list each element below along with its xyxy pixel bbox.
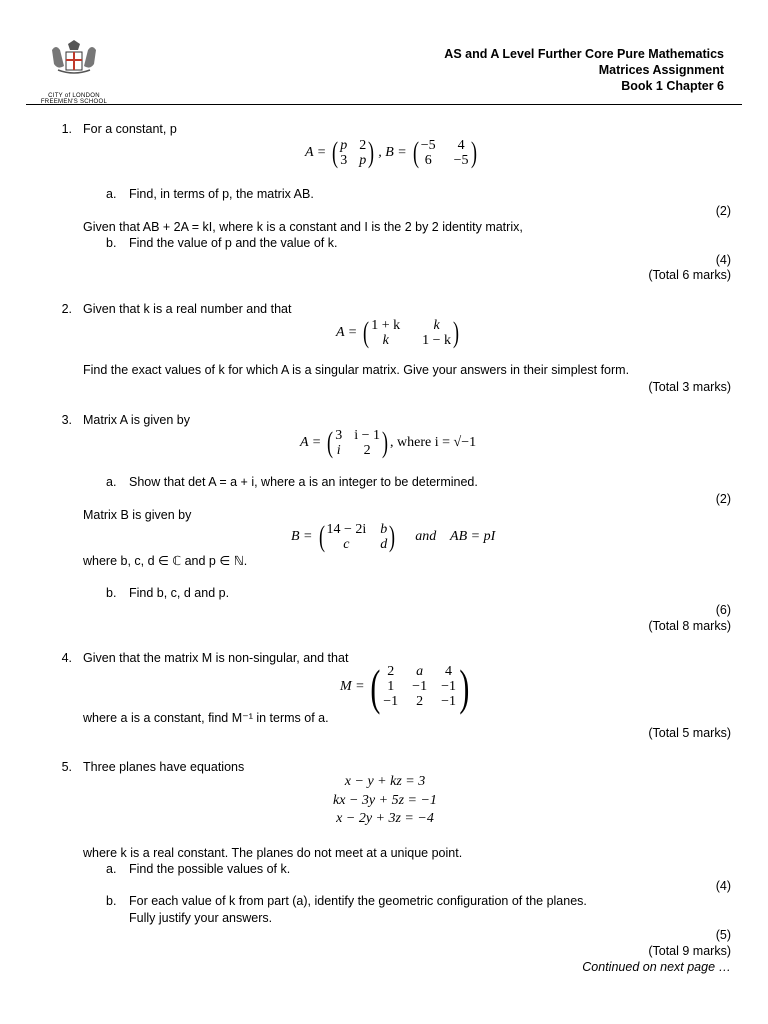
q5-intro: Three planes have equations <box>83 760 245 774</box>
q5b-label: b. <box>106 894 117 908</box>
q3-matA: ( 3 i − 1 i 2 ) <box>327 426 389 459</box>
crest-icon <box>38 40 110 96</box>
q3-where-i: , where i = √−1 <box>390 435 477 450</box>
q4-matM-cell: −1 <box>441 679 456 694</box>
q3a-label: a. <box>106 475 117 489</box>
q1-matA-cell: p <box>340 138 348 153</box>
q3-and-text: and AB = pI <box>415 529 496 544</box>
q2-matA-cell: 1 − k <box>422 333 452 348</box>
q2-matA-cell: k <box>382 333 389 348</box>
q3-intro: Matrix A is given by <box>83 413 190 427</box>
q1a-text: Find, in terms of p, the matrix AB. <box>129 187 314 201</box>
q3-matB: ( 14 − 2i b c d ) <box>318 520 396 553</box>
q5b-text1: For each value of k from part (a), identify the geometric configuration of the planes. <box>129 894 587 908</box>
q3a-marks: (2) <box>715 492 731 506</box>
q3-matrixA <box>300 428 476 458</box>
logo-text-2: FREEMEN'S SCHOOL <box>40 99 108 105</box>
q4-matM-cell: −1 <box>383 694 399 709</box>
q5a-text: Find the possible values of k. <box>129 862 291 876</box>
q1-matB: ( −5 4 6 −5 ) <box>412 136 477 169</box>
q1-matB-cell: −5 <box>453 153 469 168</box>
header-assignment: Matrices Assignment <box>598 63 724 77</box>
q1-matB-cell: 6 <box>424 153 432 168</box>
school-logo <box>38 40 110 105</box>
q1a-label: a. <box>106 187 117 201</box>
q4-matM-cell: 2 <box>416 694 424 709</box>
q1-number: 1. <box>61 122 72 136</box>
q5a-marks: (4) <box>715 879 731 893</box>
q4-matM-cell: 1 <box>387 679 395 694</box>
q1b-text: Find the value of p and the value of k. <box>129 236 338 250</box>
q3-matA-label: A = <box>300 435 322 450</box>
q4-matM: ( 2 a 4 1 −1 −1 −1 2 −1 ) <box>369 658 470 715</box>
q5-number: 5. <box>61 760 72 774</box>
q4-matM-cell: 4 <box>445 664 453 679</box>
q4-total: (Total 5 marks) <box>648 726 731 740</box>
q2-text: Find the exact values of k for which A is a singular matrix. Give your answers in their simplest form. <box>83 363 630 377</box>
q4-matM-cell: 2 <box>387 664 395 679</box>
q3-matB-cell: b <box>380 522 388 537</box>
q1-matA-cell: 3 <box>340 153 348 168</box>
q1-total: (Total 6 marks) <box>648 268 731 282</box>
q1a-marks: (2) <box>715 204 731 218</box>
q2-matrix <box>336 318 461 348</box>
q3b-text: Find b, c, d and p. <box>129 586 230 600</box>
q2-matA: ( 1 + k k k 1 − k ) <box>363 316 460 349</box>
q3b-label: b. <box>106 586 117 600</box>
header-course: AS and A Level Further Core Pure Mathematics <box>444 47 724 61</box>
q3-matB-cell: d <box>380 537 388 552</box>
q2-matA-cell: k <box>433 318 440 333</box>
q2-matA-label: A = <box>336 325 358 340</box>
q3-matrixB <box>291 522 495 552</box>
q3-matB-intro: Matrix B is given by <box>83 508 192 522</box>
header-chapter: Book 1 Chapter 6 <box>621 79 724 93</box>
q2-matA-cell: 1 + k <box>371 318 401 333</box>
q1-matB-cell: −5 <box>420 138 436 153</box>
continued-note: Continued on next page … <box>582 960 731 974</box>
q5a-label: a. <box>106 862 117 876</box>
q3-matA-cell: i − 1 <box>354 428 381 443</box>
q5-eq2: kx − 3y + 5z = −1 <box>333 793 437 808</box>
q3a-text: Show that det A = a + i, where a is an integer to be determined. <box>129 475 478 489</box>
q5b-marks: (5) <box>715 928 731 942</box>
header-rule <box>26 104 742 105</box>
q2-total: (Total 3 marks) <box>648 380 731 394</box>
q4-matM-cell: −1 <box>412 679 428 694</box>
q1-matrices <box>305 138 479 168</box>
q3b-marks: (6) <box>715 603 731 617</box>
q1-matB-label: , B = <box>378 145 407 160</box>
q1b-label: b. <box>106 236 117 250</box>
q3-matA-cell: 2 <box>363 443 371 458</box>
q1-given: Given that AB + 2A = kI, where k is a constant and I is the 2 by 2 identity matrix, <box>83 220 523 234</box>
q3-matA-cell: 3 <box>335 428 343 443</box>
q4-matM-cell: −1 <box>441 694 456 709</box>
q1-matA-label: A = <box>305 145 327 160</box>
q3-matA-cell: i <box>336 443 341 458</box>
q1-matB-cell: 4 <box>457 138 465 153</box>
q3-total: (Total 8 marks) <box>648 619 731 633</box>
q4-matM-cell: a <box>416 664 424 679</box>
q5-eq1: x − y + kz = 3 <box>344 774 426 789</box>
q3-matB-cell: 14 − 2i <box>326 522 367 537</box>
q4-text: where a is a constant, find M⁻¹ in terms of a. <box>83 711 329 725</box>
q1b-marks: (4) <box>715 253 731 267</box>
q1-matA-cell: p <box>359 153 367 168</box>
q5b-text2: Fully justify your answers. <box>129 911 273 925</box>
q3-where-text: where b, c, d ∈ ℂ and p ∈ ℕ. <box>83 554 248 568</box>
q1-matA: ( p 2 3 p ) <box>332 136 375 169</box>
logo-text-1: CITY of LONDON <box>48 93 100 99</box>
q2-number: 2. <box>61 302 72 316</box>
q5-where-text: where k is a real constant. The planes do not meet at a unique point. <box>83 846 463 860</box>
q4-matrix <box>340 658 473 715</box>
q3-matB-cell: c <box>343 537 350 552</box>
q3-matB-label: B = <box>291 529 313 544</box>
q1-intro: For a constant, p <box>83 122 177 136</box>
q4-number: 4. <box>61 651 72 665</box>
q1-matA-cell: 2 <box>359 138 367 153</box>
q2-intro: Given that k is a real number and that <box>83 302 292 316</box>
q4-matM-label: M = <box>340 678 365 694</box>
q3-number: 3. <box>61 413 72 427</box>
q4-intro: Given that the matrix M is non-singular, and that <box>83 651 349 665</box>
q5-eq3: x − 2y + 3z = −4 <box>336 811 434 826</box>
q5-total: (Total 9 marks) <box>648 944 731 958</box>
